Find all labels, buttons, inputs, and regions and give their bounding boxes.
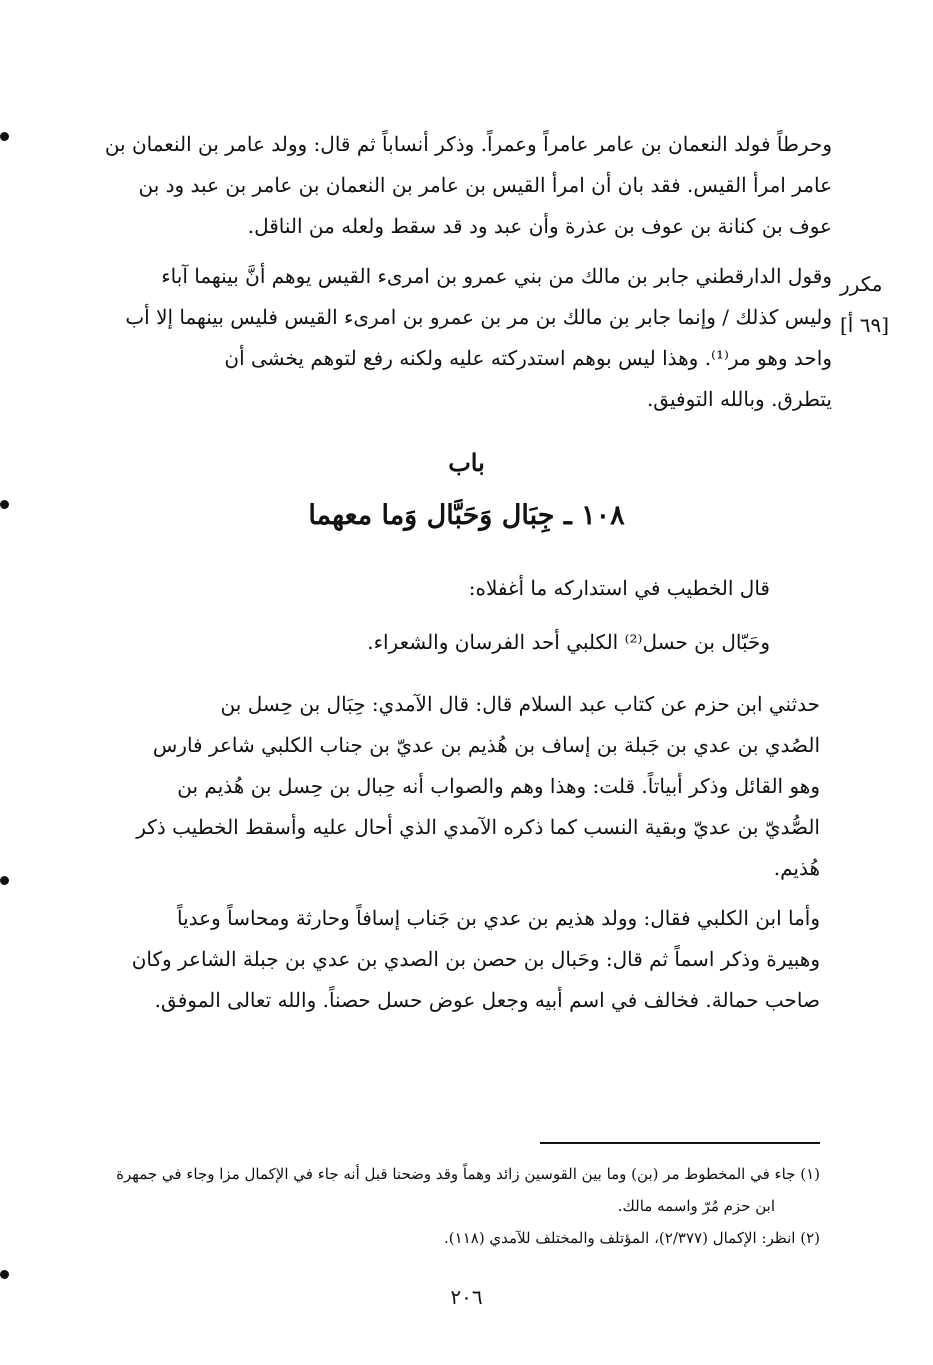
- footnote-rule: [540, 1142, 820, 1144]
- scan-mark: [0, 500, 9, 509]
- paragraph-5: [80, 684, 820, 889]
- text-line: صاحب حمالة. فخالف في اسم أبيه وجعل عوض حسل حصناً. والله تعالى الموفق.: [154, 988, 820, 1012]
- text-line: حدثني ابن حزم عن كتاب عبد السلام قال: قال الآمدي: حِبَال بن حِسل بن: [220, 692, 820, 716]
- text-line: وقول الدارقطني جابر بن مالك من بني عمرو بن امرىء القيس يوهم أنَّ بينهما آباء: [161, 264, 832, 288]
- text-line: وحرطاً فولد النعمان بن عامر عامراً وعمراً. وذكر أنساباً ثم قال: وولد عامر بن النعمان بن: [104, 132, 832, 156]
- margin-note-folio: [٦٩ أ]: [840, 313, 890, 337]
- text-line: يتطرق. وبالله التوفيق.: [646, 387, 832, 411]
- paragraph-6: [80, 898, 820, 1021]
- text-line: الصُدي بن عدي بن جَبلة بن إساف بن هُذيم بن عديّ بن جناب الكلبي شاعر فارس: [152, 733, 820, 757]
- paragraph-4: [80, 622, 770, 663]
- text-line: قال الخطيب في استداركه ما أغفلاه:: [468, 576, 770, 600]
- text-line: الصُّديّ بن عديّ وبقية النسب كما ذكره الآمدي الذي أحال عليه وأسقط الخطيب ذكر: [136, 815, 820, 839]
- text-line: واحد وهو مر⁽¹⁾. وهذا ليس بوهم استدركته عليه ولكنه رفع لتوهم يخشى أن: [224, 346, 832, 370]
- footnote-1-continuation: ابن حزم مُرّ واسمه مالك.: [617, 1197, 775, 1215]
- text-line: هُذيم.: [773, 856, 820, 880]
- paragraph-2: [80, 256, 832, 420]
- text-line: وليس كذلك / وإنما جابر بن مالك بن مر بن عمرو بن امرىء القيس فليس بينهما إلا أب: [125, 305, 832, 329]
- paragraph-1: [80, 124, 832, 247]
- page-number: ٢٠٦: [450, 1285, 483, 1309]
- chapter-title: ١٠٨ ـ جِبَال وَحَبَّال وَما معهما: [308, 500, 625, 531]
- text-line: وهو القائل وذكر أبياتاً. قلت: وهذا وهم والصواب أنه حِبال بن حِسل بن هُذيم بن: [177, 774, 820, 798]
- margin-note-repeated: مكرر: [840, 272, 883, 296]
- paragraph-3: [80, 568, 770, 609]
- text-line: وهبيرة وذكر اسماً ثم قال: وحَبال بن حصن بن الصدي بن عدي بن جبلة الشاعر وكان: [131, 947, 820, 971]
- text-line: وحَبّال بن حسل⁽²⁾ الكلبي أحد الفرسان والشعراء.: [367, 630, 770, 654]
- scan-mark: [0, 132, 9, 141]
- scan-mark: [0, 876, 9, 885]
- footnote-1: (١) جاء في المخطوط مر (بن) وما بين القوسين زائد وهماً وقد وضحنا قبل أنه جاء في الإكمال مزا وجاء في جمهرة: [116, 1165, 820, 1183]
- footnote-2: (٢) انظر: الإكمال (٢/٣٧٧)، المؤتلف والمختلف للآمدي (١١٨).: [444, 1229, 820, 1247]
- chapter-word: باب: [448, 448, 485, 477]
- text-line: عوف بن كنانة بن عوف بن عذرة وأن عبد ود قد سقط ولعله من الناقل.: [247, 214, 832, 238]
- text-line: وأما ابن الكلبي فقال: وولد هذيم بن عدي بن جَناب إسافاً وحارثة ومحاساً وعدياً: [177, 906, 820, 930]
- text-line: عامر امرأ القيس. فقد بان أن امرأ القيس بن عامر بن النعمان بن عامر بن عبد ود بن: [138, 173, 832, 197]
- scan-mark: [0, 1270, 9, 1279]
